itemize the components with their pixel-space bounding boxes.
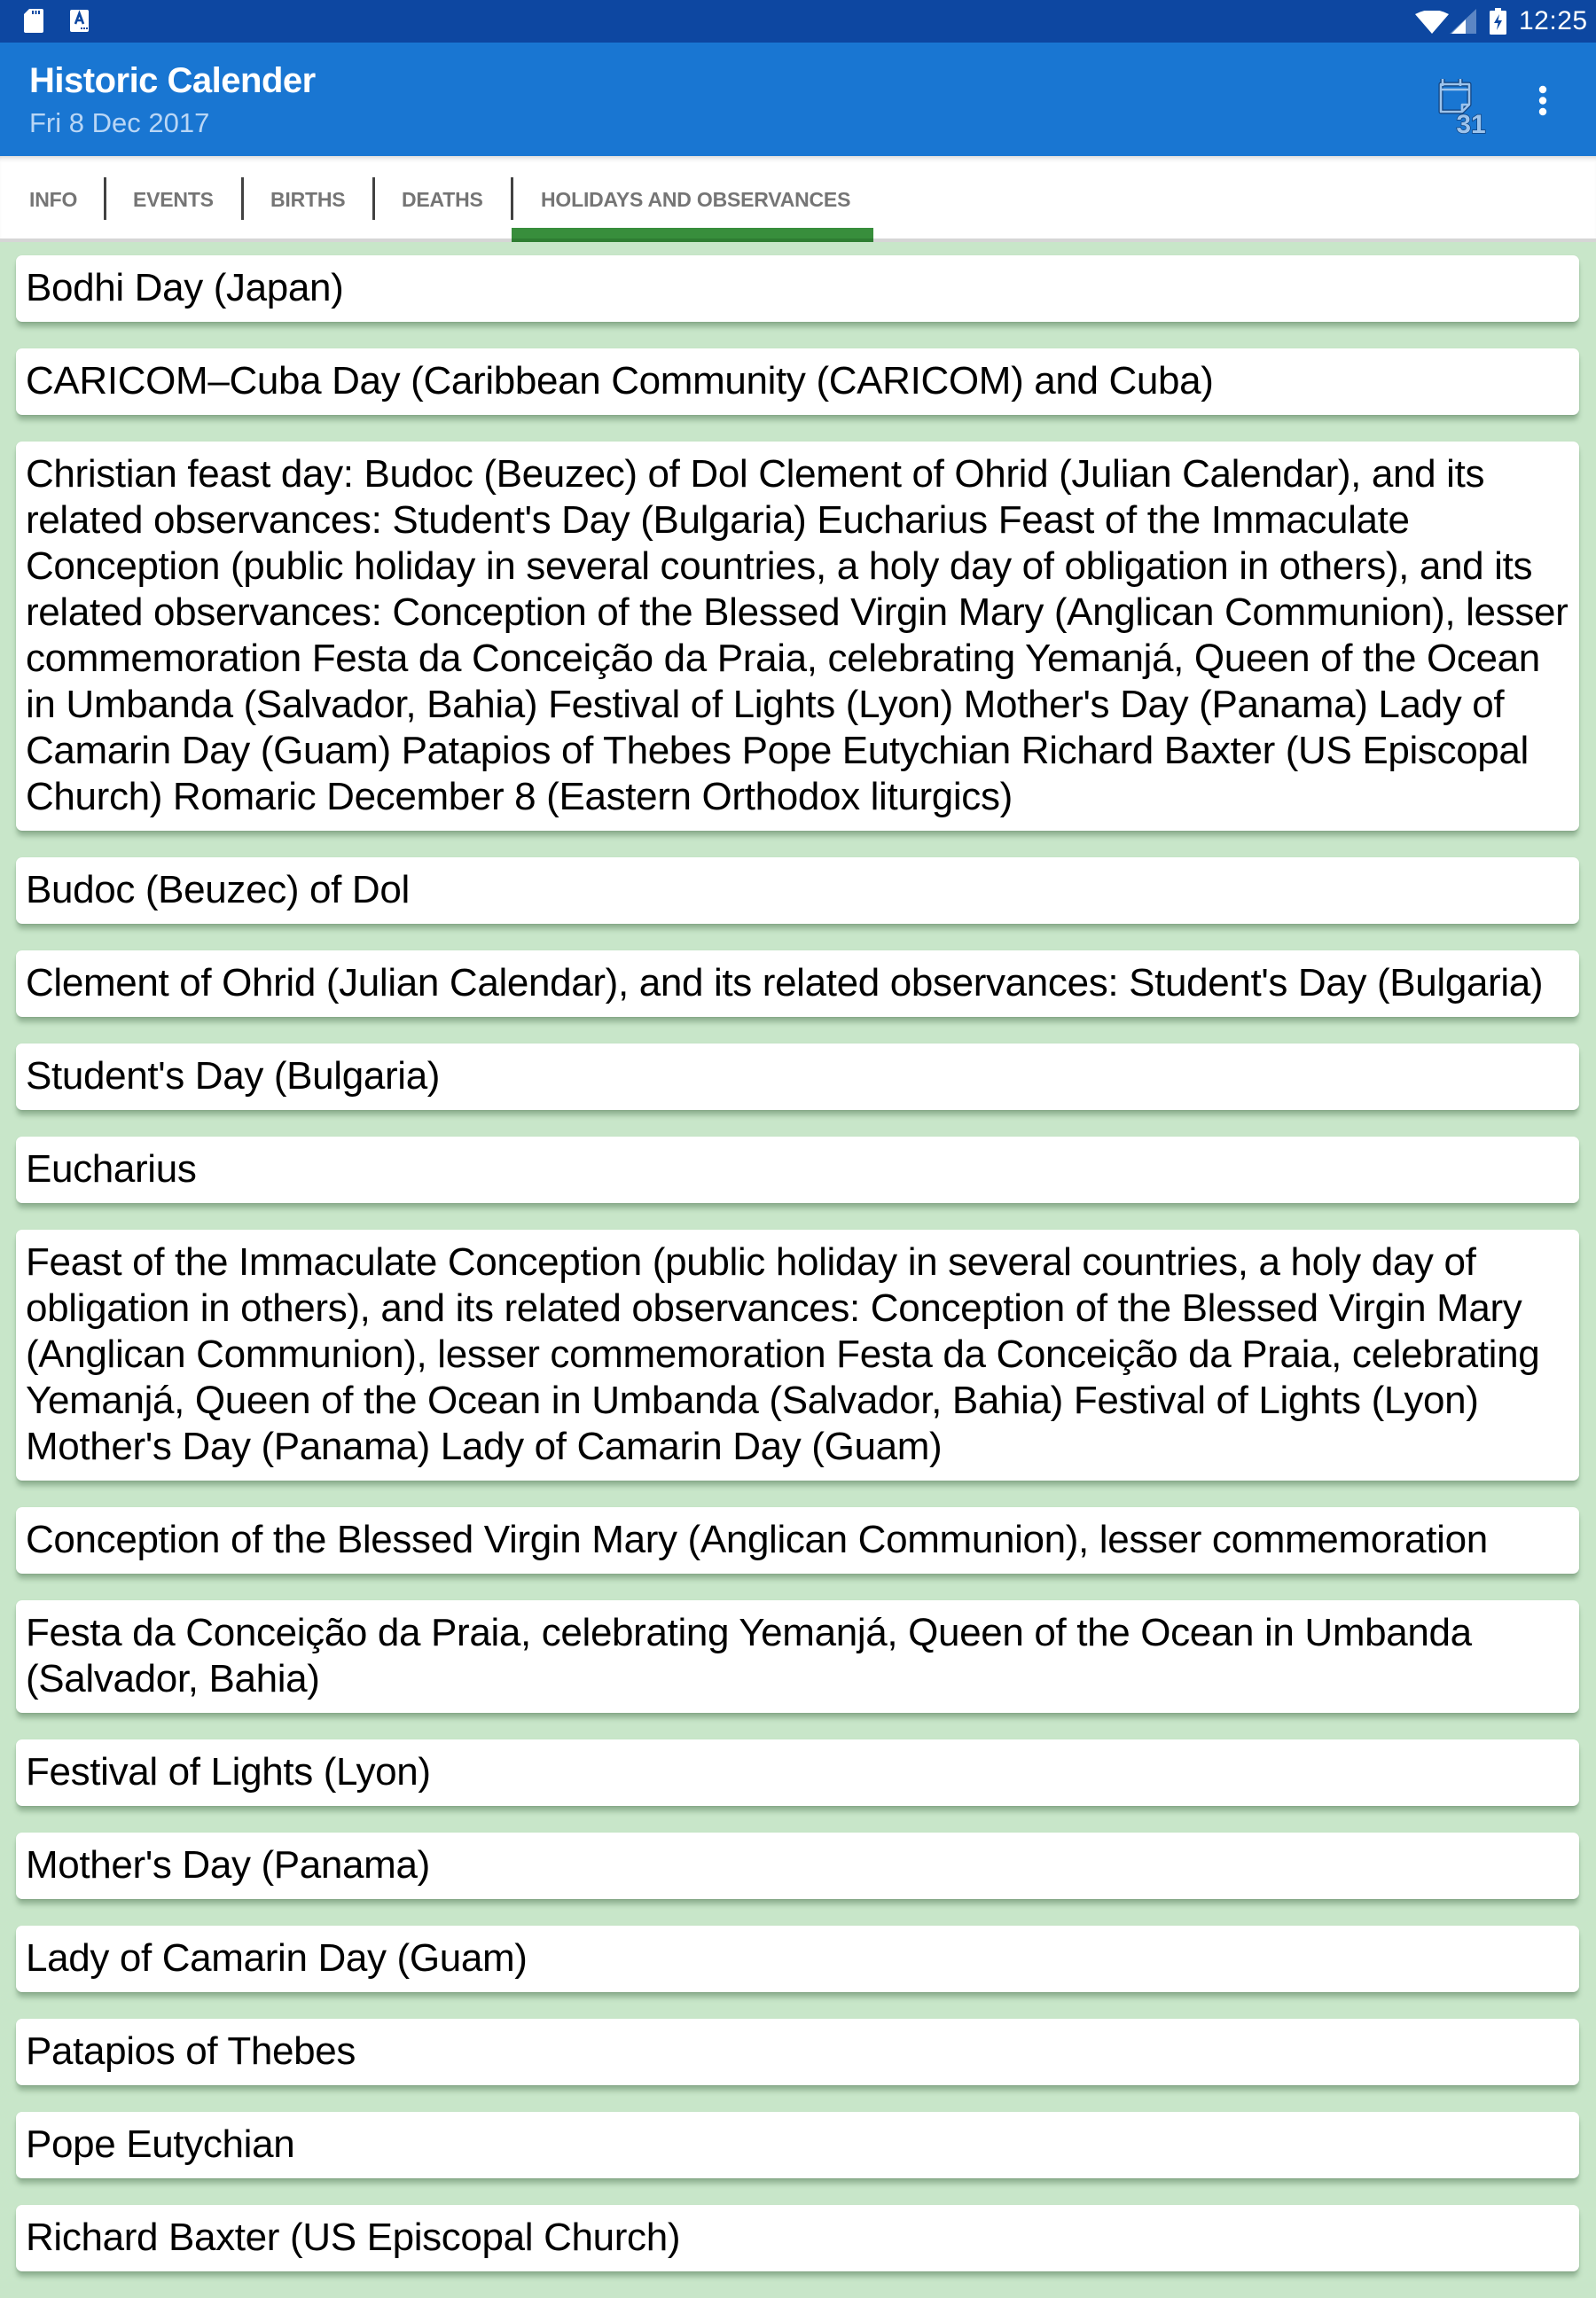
- list-item[interactable]: Christian feast day: Budoc (Beuzec) of Dol Clement of Ohrid (Julian Calendar), and its related observances: Student's Day (Bulgaria) Eucharius Feast of the Immaculate Conception (public holiday in several countries, a holy day of obligation in others), and its related observances: Conception of the Blessed Virgin Mary (Anglican Communion), lesser commemoration Festa da Conceição da Praia, celebrating Yemanjá, Queen of the Ocean in Umbanda (Salvador, Bahia) Festival of Lights (Lyon) Mother's Day (Panama) Lady of Camarin Day (Guam) Patapios of Thebes Pope Eutychian Richard Baxter (US Episcopal Church) Romaric December 8 (Eastern Orthodox liturgics): [16, 442, 1579, 831]
- list-item[interactable]: Richard Baxter (US Episcopal Church): [16, 2205, 1579, 2271]
- tab-holidays-and-observances[interactable]: HOLIDAYS AND OBSERVANCES: [541, 188, 851, 211]
- sd-card-icon: [24, 9, 43, 33]
- tab-divider: [372, 177, 375, 220]
- tab-divider: [511, 177, 513, 220]
- calendar-badge: 31: [1456, 110, 1486, 139]
- a-notification-icon: [70, 10, 89, 32]
- more-vert-icon: [1525, 74, 1561, 137]
- clock: 12:25: [1519, 6, 1588, 35]
- list-item[interactable]: Lady of Camarin Day (Guam): [16, 1926, 1579, 1992]
- list-item[interactable]: Mother's Day (Panama): [16, 1833, 1579, 1899]
- list-item[interactable]: Pope Eutychian: [16, 2112, 1579, 2178]
- list-item[interactable]: Student's Day (Bulgaria): [16, 1043, 1579, 1110]
- list-item[interactable]: Conception of the Blessed Virgin Mary (Anglican Communion), lesser commemoration: [16, 1507, 1579, 1574]
- more-options-button[interactable]: [1525, 74, 1561, 137]
- holidays-list[interactable]: [16, 255, 1579, 2298]
- calendar-icon: [1429, 69, 1500, 140]
- app-bar: [0, 43, 1596, 156]
- status-bar: [0, 0, 1596, 43]
- list-item[interactable]: Clement of Ohrid (Julian Calendar), and its related observances: Student's Day (Bulgaria): [16, 950, 1579, 1017]
- tab-events[interactable]: EVENTS: [133, 188, 214, 211]
- tab-divider: [104, 177, 106, 220]
- active-tab-indicator: [512, 228, 873, 242]
- wifi-icon: [1415, 11, 1449, 34]
- list-item[interactable]: Eucharius: [16, 1137, 1579, 1203]
- tab-bar: [0, 156, 1596, 238]
- cell-signal-icon: [1450, 9, 1476, 34]
- list-item[interactable]: Patapios of Thebes: [16, 2019, 1579, 2085]
- list-item[interactable]: CARICOM–Cuba Day (Caribbean Community (CARICOM) and Cuba): [16, 348, 1579, 415]
- tab-deaths[interactable]: DEATHS: [402, 188, 483, 211]
- list-item[interactable]: Bodhi Day (Japan): [16, 255, 1579, 322]
- tab-births[interactable]: BIRTHS: [270, 188, 346, 211]
- tab-divider: [241, 177, 244, 220]
- tab-info[interactable]: INFO: [29, 188, 78, 211]
- list-item[interactable]: Feast of the Immaculate Conception (public holiday in several countries, a holy day of obligation in others), and its related observances: Conception of the Blessed Virgin Mary (Anglican Communion), lesser commemoration Festa da Conceição da Praia, celebrating Yemanjá, Queen of the Ocean in Umbanda (Salvador, Bahia) Festival of Lights (Lyon) Mother's Day (Panama) Lady of Camarin Day (Guam): [16, 1230, 1579, 1481]
- calendar-button[interactable]: [1429, 69, 1500, 140]
- app-title: Historic Calender: [29, 61, 316, 100]
- list-item[interactable]: Budoc (Beuzec) of Dol: [16, 857, 1579, 924]
- current-date: Fri 8 Dec 2017: [29, 107, 210, 138]
- battery-charging-icon: [1490, 8, 1506, 35]
- list-item[interactable]: Festa da Conceição da Praia, celebrating Yemanjá, Queen of the Ocean in Umbanda (Salvador, Bahia): [16, 1600, 1579, 1713]
- list-item[interactable]: Festival of Lights (Lyon): [16, 1739, 1579, 1806]
